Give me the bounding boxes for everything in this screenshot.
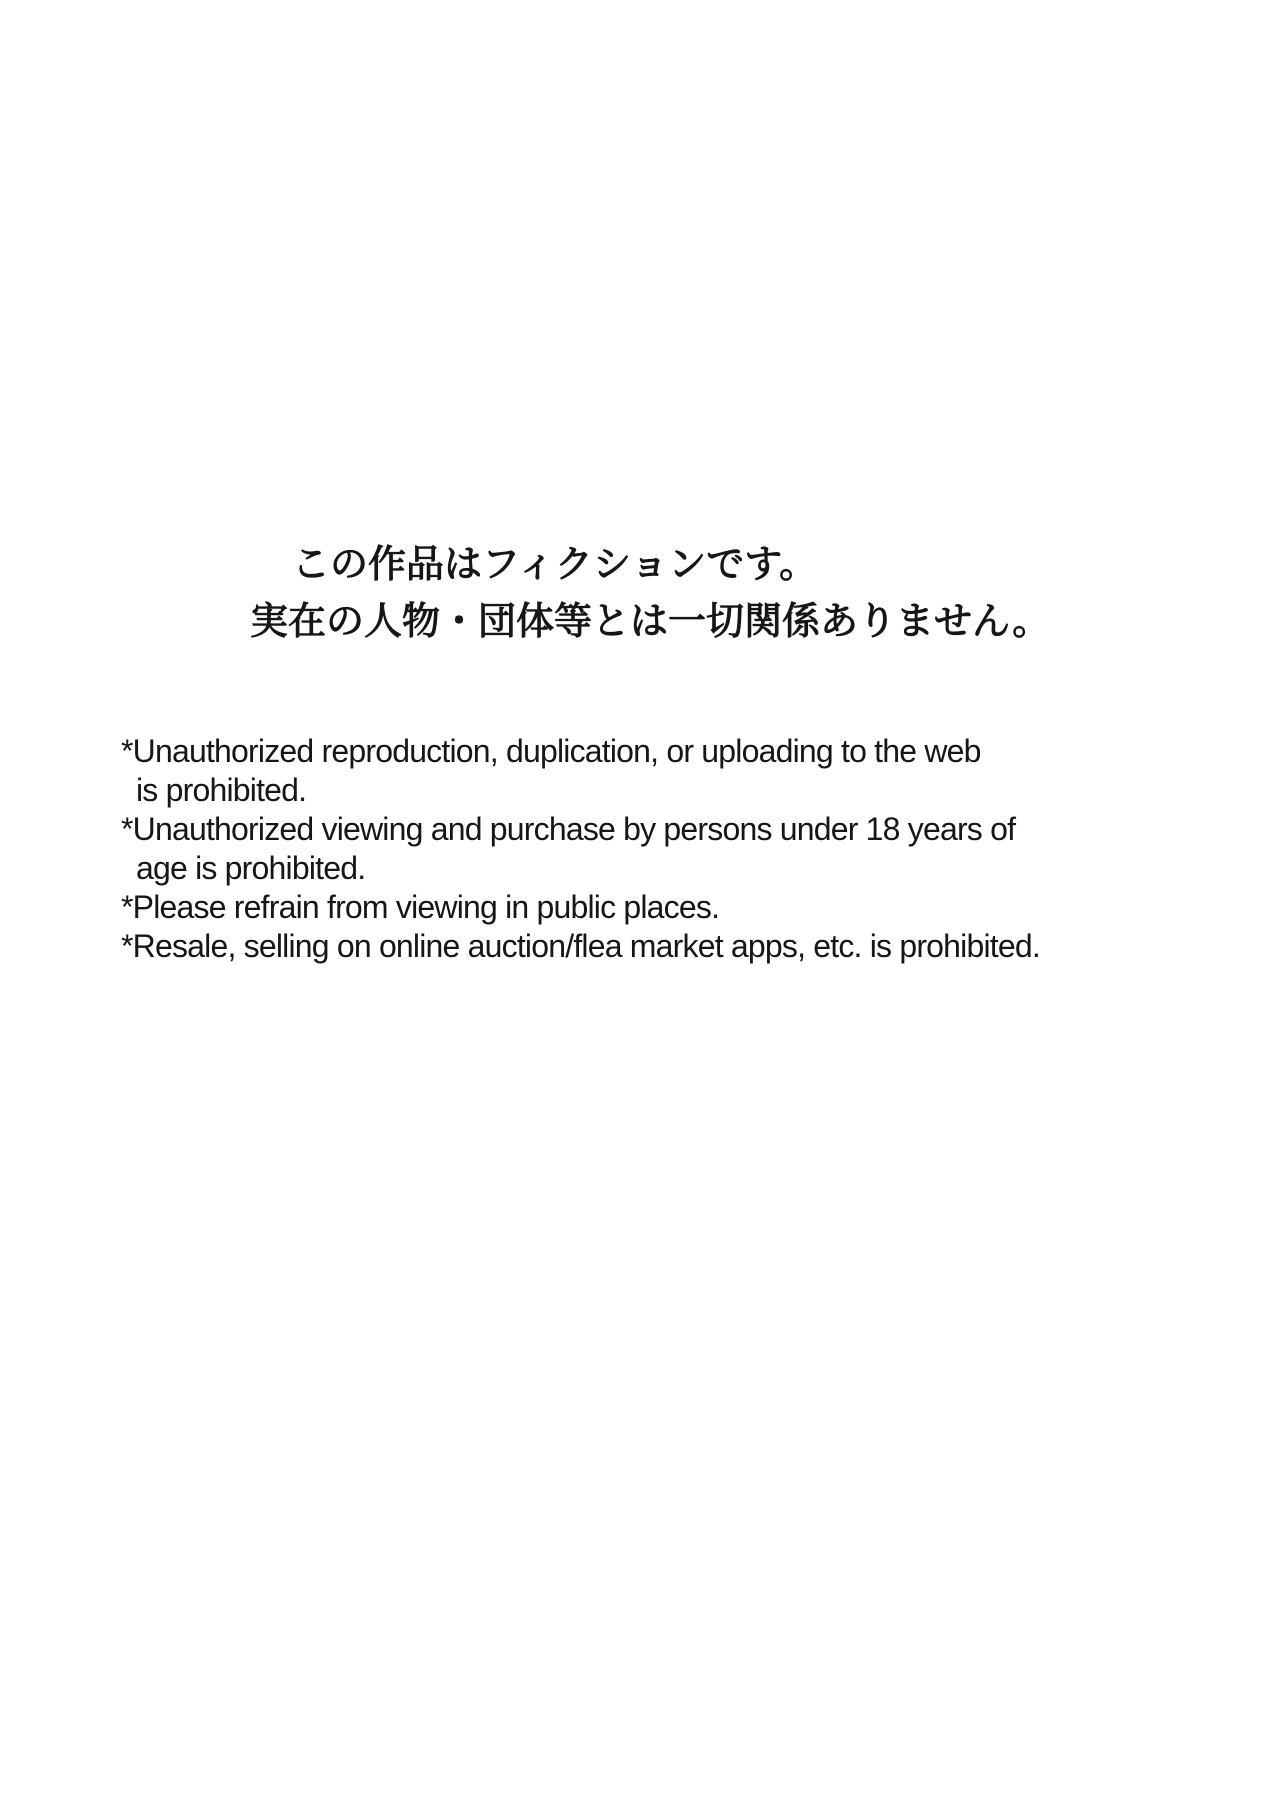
fiction-disclaimer-japanese — [0, 537, 1280, 651]
prohibition-public-viewing: *Please refrain from viewing in public places. — [121, 889, 720, 925]
fiction-disclaimer-line-2: 実在の人物・団体等とは一切関係ありません。 — [250, 601, 1051, 643]
prohibition-reproduction-line-1: *Unauthorized reproduction, duplication, or uploading to the web — [121, 733, 981, 769]
prohibition-under-18-line-1: *Unauthorized viewing and purchase by persons under 18 years of — [121, 811, 1016, 847]
prohibition-reproduction-line-2: is prohibited. — [136, 772, 307, 808]
usage-prohibitions-english — [121, 732, 1221, 966]
prohibition-resale: *Resale, selling on online auction/flea market apps, etc. is prohibited. — [121, 928, 1040, 964]
fiction-disclaimer-line-1: この作品はフィクションです。 — [292, 544, 818, 586]
prohibition-under-18-line-2: age is prohibited. — [136, 850, 366, 886]
